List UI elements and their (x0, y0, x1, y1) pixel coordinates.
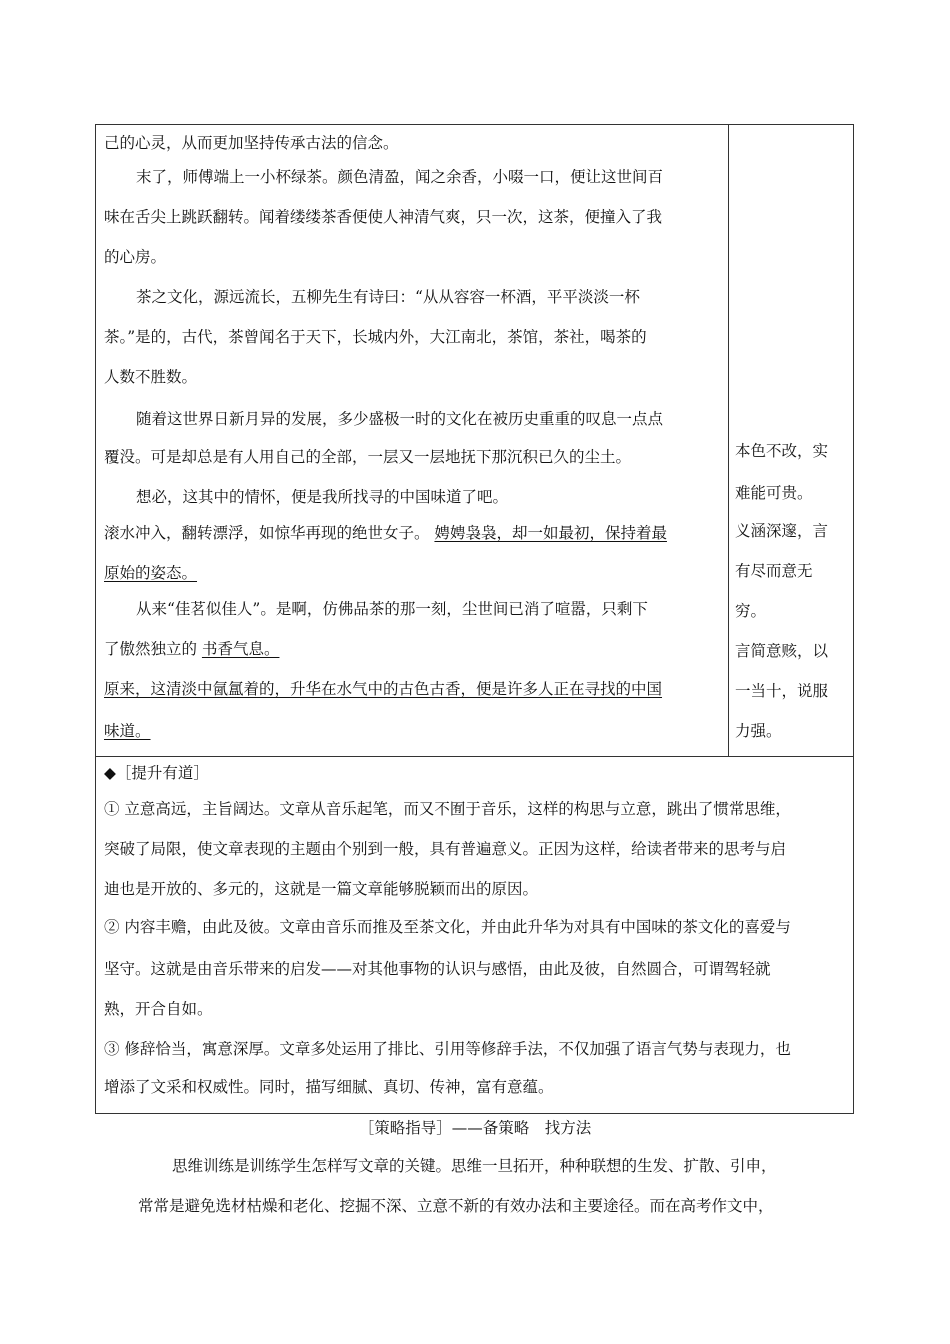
strategy-line: 常常是避免选材枯燥和老化、挖掘不深、立意不新的有效办法和主要途径。而在高考作文中， (138, 1197, 774, 1215)
essay-line (104, 447, 631, 467)
improvement-line: 坚守。这就是由音乐带来的启发——对其他事物的认识与感悟，由此及彼，自然圆合，可谓驾轻就 (104, 960, 771, 978)
essay-line (104, 679, 662, 699)
essay-line (104, 133, 399, 153)
improvement-line: ② 内容丰赡，由此及彼。文章由音乐而推及至茶文化，并由此升华为对具有中国味的茶文化的喜爱与 (104, 918, 791, 936)
text-segment: 想必，这其中的情怀，便是我所找寻的中国味道了吧。 (136, 488, 509, 506)
text-segment: 茶。”是的，古代，茶曾闻名于天下，长城内外，大江南北，茶馆，茶社，喝茶的 (104, 328, 647, 346)
underlined-phrase: 味道。 (104, 722, 151, 740)
section-title: ◆［提升有道］ (104, 764, 209, 782)
underlined-phrase: 原始的姿态。 (104, 564, 198, 582)
text-segment: 人数不胜数。 (104, 368, 198, 386)
essay-line (104, 327, 647, 347)
essay-line (104, 721, 151, 741)
text-segment: 己的心灵，从而更加坚持传承古法的信念。 (104, 134, 399, 152)
essay-line (104, 247, 166, 267)
text-segment: 随着这世界日新月异的发展，多少盛极一时的文化在被历史重重的叹息一点点 (136, 410, 664, 428)
improvement-line: 突破了局限，使文章表现的主题由个别到一般，具有普遍意义。正因为这样，给读者带来的思考与启 (104, 840, 787, 858)
comment-line: 一当十，说服 (735, 682, 829, 700)
essay-line (104, 639, 279, 659)
comment-column (729, 125, 853, 756)
improvement-section (96, 757, 853, 1113)
comment-line: 义涵深邃，言 (735, 522, 829, 540)
comment-line: 难能可贵。 (735, 484, 813, 502)
comment-line: 有尽而意无 (735, 562, 813, 580)
improvement-line: ① 立意高远，主旨阔达。文章从音乐起笔，而又不囿于音乐，这样的构思与立意，跳出了惯常思维， (104, 800, 791, 818)
text-segment: 覆没。可是却总是有人用自己的全部，一层又一层地抚下那沉积已久的尘土。 (104, 448, 632, 466)
essay-line (136, 487, 508, 507)
underlined-phrase: 书香气息。 (201, 640, 280, 658)
text-segment: 味在舌尖上跳跃翻转。闻着缕缕茶香便使人神清气爽，只一次，这茶，便撞入了我 (104, 208, 663, 226)
essay-table (95, 124, 854, 1114)
essay-row (96, 125, 853, 757)
text-segment: 茶之文化，源远流长，五柳先生有诗曰：“从从容容一杯酒，平平淡淡一杯 (136, 288, 640, 306)
essay-line (136, 409, 663, 429)
text-segment: 了傲然独立的 (104, 640, 202, 658)
text-segment: 末了，师傅端上一小杯绿茶。颜色清盈，闻之余香，小啜一口，便让这世间百 (136, 168, 664, 186)
improvement-line: 增添了文采和权威性。同时，描写细腻、真切、传神，富有意蕴。 (104, 1078, 554, 1096)
strategy-heading: ［策略指导］——备策略 找方法 (358, 1119, 592, 1137)
essay-line (136, 287, 640, 307)
improvement-line: 熟，开合自如。 (104, 1000, 213, 1018)
text-segment: 的心房。 (104, 248, 167, 266)
text-segment: 从来“佳茗似佳人”。是啊，仿佛品茶的那一刻，尘世间已消了喧嚣，只剩下 (136, 600, 648, 618)
underlined-phrase: 原来，这清淡中氤氲着的，升华在水气中的古色古香，便是许多人正在寻找的中国 (104, 680, 663, 698)
improvement-line: ③ 修辞恰当，寓意深厚。文章多处运用了排比、引用等修辞手法，不仅加强了语言气势与表现力，也 (104, 1040, 791, 1058)
essay-line (104, 207, 662, 227)
underlined-phrase: 娉娉袅袅，却一如最初，保持着最 (434, 524, 667, 542)
essay-text-column (96, 125, 729, 756)
essay-line (136, 599, 648, 619)
comment-line: 本色不改，实 (735, 442, 829, 460)
text-segment: 滚水冲入，翻转漂浮，如惊华再现的绝世女子。 (104, 524, 435, 542)
essay-line (104, 523, 667, 543)
essay-line (136, 167, 663, 187)
comment-line: 力强。 (735, 722, 782, 740)
comment-line: 言简意赅，以 (735, 642, 829, 660)
improvement-line: 迪也是开放的、多元的，这就是一篇文章能够脱颖而出的原因。 (104, 880, 539, 898)
strategy-line: 思维训练是训练学生怎样写文章的关键。思维一旦拓开，种种联想的生发、扩散、引申， (172, 1157, 777, 1175)
essay-line (104, 563, 197, 583)
essay-line (104, 367, 197, 387)
comment-line: 穷。 (735, 602, 767, 620)
